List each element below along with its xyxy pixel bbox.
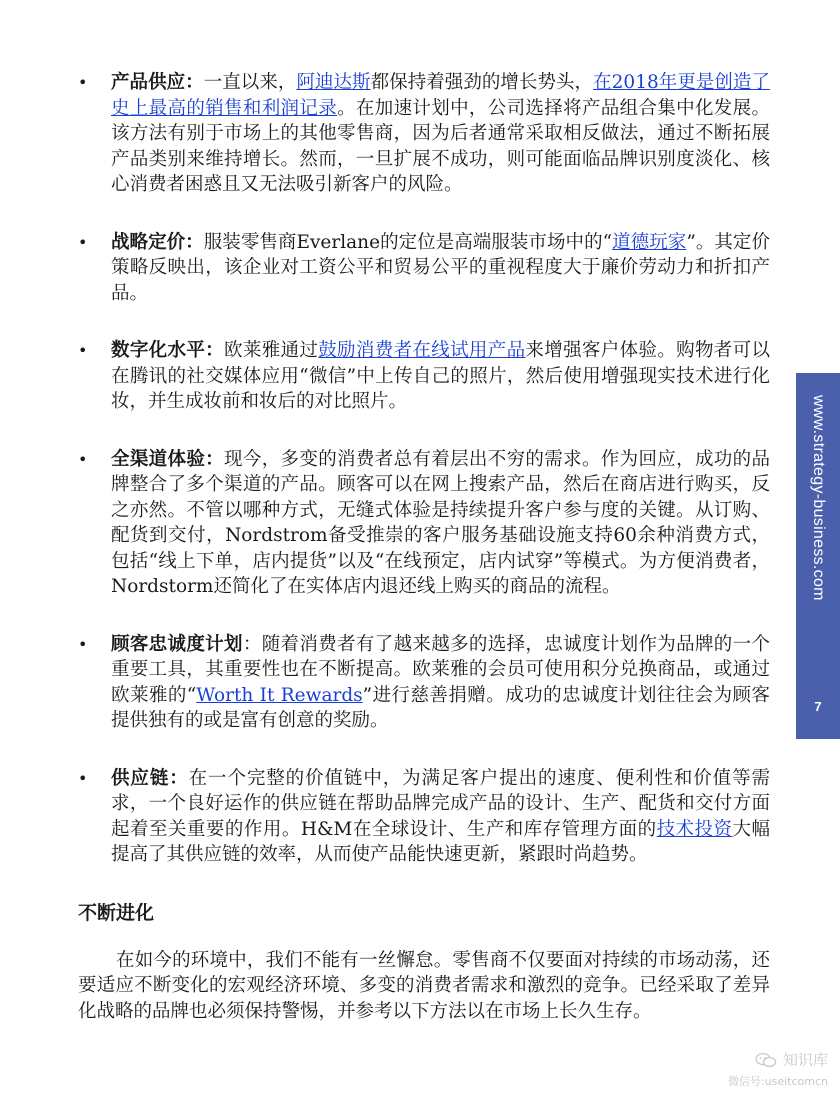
bullet-text: 现今，多变的消费者总有着层出不穷的需求。作为回应，成功的品牌整合了多个渠道的产品。顾客可以在网上搜索产品，然后在商店进行购买，反之亦然。不管以哪种方式，无缝式体验是持续提升客户参与度的关键。从订购、配货到交付，Nordstrom备受推崇的客户服务基础设施支持60余种消费方式，包括“线上下单，店内提货”以及“在线预定，店内试穿”等模式。为方便消费者，Nordstorm还简化了在实体店内退还线上购买的商品的流程。	[111, 448, 770, 597]
inline-link[interactable]: 阿迪达斯	[296, 72, 371, 93]
bullet-text: 大幅提高了其供应链的效率，从而使产品能快速更新，紧跟时尚趋势。	[111, 818, 770, 865]
inline-link[interactable]: 技术投资	[656, 818, 733, 840]
bullet-text: 都保持着强劲的增长势头，	[370, 72, 594, 93]
watermark-account: 微信号:useitcomcn	[727, 1075, 828, 1088]
inline-link[interactable]: Worth It Rewards	[196, 684, 363, 706]
bullet-heading: 产品供应：	[111, 72, 204, 93]
bullet-dot-icon: •	[78, 634, 88, 654]
bullet-text: 服装零售商Everlane的定位是高端服装市场中的“	[203, 231, 613, 253]
bullet-item	[78, 70, 770, 198]
bullet-text: ：随着消费者有了越来越多的选择，忠诚度计划作为品牌的一个重要工具，其重要性也在不断提高。欧莱雅的会员可使用积分兑换商品，或通过欧莱雅的“	[111, 633, 770, 706]
bullet-dot-icon: •	[78, 232, 88, 252]
page-number: 7	[814, 699, 822, 714]
bullet-text: ”。其定价策略反映出，该企业对工资公平和贸易公平的重视程度大于廉价劳动力和折扣产品。	[111, 231, 770, 304]
bullet-item	[78, 766, 770, 868]
bullet-text: 来增强客户体验。购物者可以在腾讯的社交媒体应用“微信”中上传自己的照片，然后使用增强现实技术进行化妆，并生成妆前和妆后的对比照片。	[111, 340, 770, 412]
bullet-heading: 战略定价：	[111, 231, 204, 253]
section-heading: 不断进化	[78, 901, 155, 924]
section-paragraph: 在如今的环境中，我们不能有一丝懈怠。零售商不仅要面对持续的市场动荡，还要适应不断变化的宏观经济环境、多变的消费者需求和激烈的竞争。已经采取了差异化战略的品牌也必须保持警惕，并参考以下方法以在市场上长久生存。	[78, 949, 770, 1022]
bullet-text: 。在加速计划中，公司选择将产品组合集中化发展。该方法有别于市场上的其他零售商，因为后者通常采取相反做法，通过不断拓展产品类别来维持增长。然而，一旦扩展不成功，则可能面临品牌识别度淡化、核心消费者困惑且又无法吸引新客户的风险。	[111, 97, 770, 195]
bullet-text: ”进行慈善捐赠。成功的忠诚度计划往往会为顾客提供独有的或是富有创意的奖励。	[111, 684, 771, 731]
bullet-dot-icon: •	[78, 341, 88, 360]
watermark	[728, 1049, 828, 1089]
bullet-heading: 数字化水平：	[111, 340, 225, 361]
inline-link[interactable]: 道德玩家	[612, 231, 687, 253]
inline-link[interactable]: 在2018年更是创造了史上最高的销售和利润记录	[111, 72, 770, 119]
bullet-dot-icon: •	[78, 449, 88, 469]
bullet-text: 在一个完整的价值链中，为满足客户提出的速度、便利性和价值等需求，一个良好运作的供应链在帮助品牌完成产品的设计、生产、配货和交付方面起着至关重要的作用。H&M在全球设计、生产和库存管理方面的	[111, 767, 770, 840]
website-url: www.strategy-business.com	[810, 395, 827, 601]
bullet-dot-icon: •	[78, 73, 88, 92]
document-body	[78, 70, 770, 1024]
watermark-label: 知识库	[782, 1051, 828, 1069]
bullet-heading: 供应链：	[111, 767, 189, 789]
bullet-heading: 全渠道体验：	[111, 448, 225, 470]
bullet-list	[78, 70, 770, 868]
bullet-dot-icon: •	[78, 768, 88, 788]
inline-link[interactable]: 鼓励消费者在线试用产品	[318, 340, 526, 361]
bullet-item	[78, 632, 770, 734]
bullet-item	[78, 338, 770, 415]
bullet-heading: 顾客忠诚度计划	[111, 633, 243, 655]
bullet-item	[78, 230, 770, 307]
side-tab	[796, 373, 840, 739]
wechat-icon	[755, 1052, 777, 1068]
bullet-item	[78, 447, 770, 600]
bullet-text: 欧莱雅通过	[224, 340, 319, 361]
bullet-text: 一直以来，	[203, 72, 297, 93]
